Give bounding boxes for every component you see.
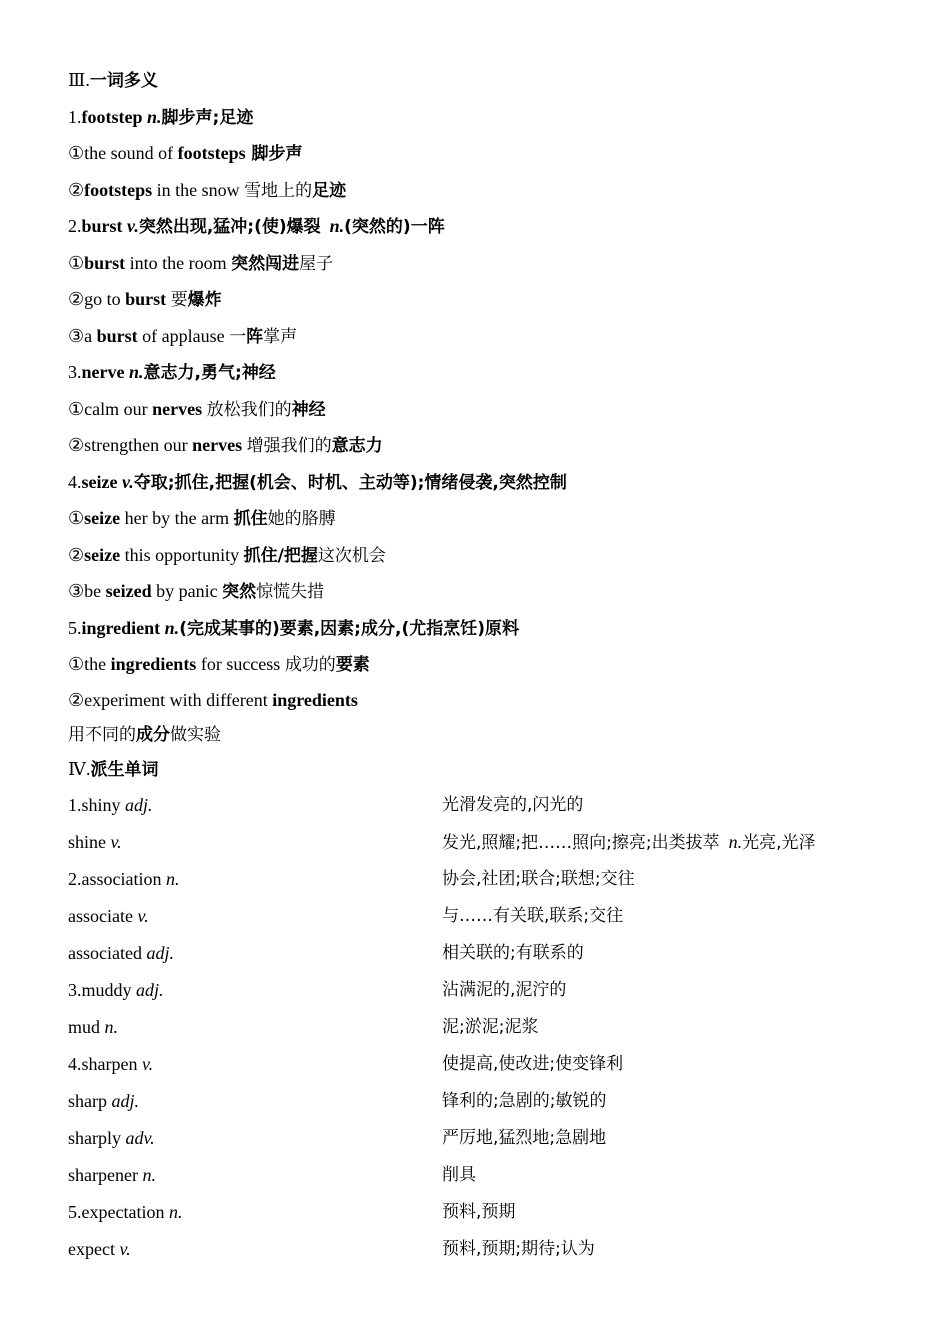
- entry-heading: 2.burst v.突然出现,猛冲;(使)爆裂 n.(突然的)一阵: [68, 216, 445, 237]
- meaning-cell: 严厉地,猛烈地;急剧地: [442, 1128, 607, 1148]
- part-of-speech: n.: [329, 216, 345, 236]
- meaning-cell: 泥;淤泥;泥浆: [442, 1017, 539, 1037]
- example-line: ①calm our nerves 放松我们的神经: [68, 398, 326, 420]
- entry-heading: 1.footstep n.脚步声;足迹: [68, 106, 254, 128]
- entry-meaning: 脚步声;足迹: [161, 107, 254, 128]
- part-of-speech: n.: [164, 617, 180, 638]
- table-row: [68, 898, 888, 935]
- section-3-title: 一词多义: [89, 71, 158, 91]
- headword: ingredient: [81, 617, 161, 638]
- table-row: [68, 1046, 888, 1083]
- section-3-heading: [68, 62, 888, 99]
- example-line: ②seize this opportunity 抓住/把握这次机会: [68, 544, 386, 566]
- meaning-cell: 削具: [442, 1165, 476, 1185]
- table-row: [68, 1009, 888, 1046]
- word-cell: sharply adv.: [68, 1128, 155, 1148]
- entry-meaning: 夺取;抓住,把握(机会、时机、主动等);情绪侵袭,突然控制: [133, 472, 567, 493]
- meaning-cell: 光滑发亮的,闪光的: [442, 795, 584, 815]
- table-row: [68, 972, 888, 1009]
- word-cell: associate v.: [68, 906, 149, 926]
- example-line: ②strengthen our nerves 增强我们的意志力: [68, 435, 383, 456]
- word-cell: mud n.: [68, 1017, 119, 1037]
- example-line: ①burst into the room 突然闯进屋子: [68, 252, 334, 274]
- word-cell: 3.muddy adj.: [68, 980, 164, 1000]
- headword: footstep: [81, 106, 143, 127]
- part-of-speech: n.: [128, 362, 144, 382]
- table-row: [68, 935, 888, 972]
- part-of-speech: v.: [121, 471, 134, 492]
- table-row: [68, 1120, 888, 1157]
- headword: seize: [81, 471, 118, 492]
- part-of-speech: v.: [127, 216, 139, 236]
- meaning-cell: 使提高,使改进;使变锋利: [442, 1054, 624, 1074]
- entry-heading: 3.nerve n.意志力,勇气;神经: [68, 362, 276, 383]
- example-line: ②footsteps in the snow 雪地上的足迹: [68, 179, 347, 201]
- word-cell: sharpener n.: [68, 1165, 156, 1185]
- entry-meaning: (突然的)一阵: [344, 217, 445, 237]
- table-row: [68, 1083, 888, 1120]
- word-cell: 2.association n.: [68, 869, 180, 889]
- word-cell: associated adj.: [68, 943, 174, 963]
- entry-heading: 5.ingredient n.(完成某事的)要素,因素;成分,(尤指烹饪)原料: [68, 617, 519, 639]
- part-of-speech: n.: [147, 106, 162, 127]
- table-row: [68, 861, 888, 898]
- meaning-cell: 预料,预期: [442, 1202, 516, 1222]
- word-cell: 4.sharpen v.: [68, 1054, 154, 1074]
- entry-meaning: 意志力,勇气;神经: [143, 363, 276, 383]
- word-cell: sharp adj.: [68, 1091, 140, 1111]
- table-row: [68, 1194, 888, 1231]
- table-row: [68, 787, 888, 824]
- word-cell: 5.expectation n.: [68, 1202, 183, 1222]
- example-line: ①seize her by the arm 抓住她的胳膊: [68, 508, 336, 529]
- example-line: ①the sound of footsteps 脚步声: [68, 143, 303, 164]
- example-line: ②go to burst 要爆炸: [68, 289, 222, 310]
- table-row: [68, 1157, 888, 1194]
- meaning-cell: 锋利的;急剧的;敏锐的: [442, 1091, 607, 1111]
- headword: burst: [81, 216, 123, 236]
- meaning-cell: 沾满泥的,泥泞的: [442, 980, 567, 1000]
- headword: nerve: [81, 362, 125, 382]
- example-line: ②experiment with different ingredients: [68, 689, 358, 710]
- table-row: [68, 824, 888, 861]
- section-4-number: Ⅳ.: [68, 758, 91, 779]
- derivative-table: [68, 787, 888, 1268]
- entry-meaning: (完成某事的)要素,因素;成分,(尤指烹饪)原料: [179, 618, 519, 639]
- example-line: ①the ingredients for success 成功的要素: [68, 654, 370, 675]
- entry-meaning: 突然出现,猛冲;(使)爆裂: [138, 217, 321, 237]
- example-translation: 用不同的成分做实验: [68, 724, 221, 745]
- section-4-title: 派生单词: [90, 759, 159, 780]
- word-cell: shine v.: [68, 832, 122, 852]
- example-line: ③be seized by panic 突然惊慌失措: [68, 581, 325, 602]
- meaning-cell: 相关联的;有联系的: [442, 943, 584, 963]
- entry-heading: 4.seize v.夺取;抓住,把握(机会、时机、主动等);情绪侵袭,突然控制: [68, 471, 567, 493]
- word-cell: expect v.: [68, 1239, 131, 1259]
- meaning-cell: 与……有关联,联系;交往: [442, 906, 624, 926]
- section-4-heading: [68, 751, 888, 788]
- document-page: [68, 62, 888, 1268]
- section-3-number: Ⅲ.: [68, 70, 90, 90]
- meaning-cell: 发光,照耀;把……照向;擦亮;出类拔萃 n.光亮,光泽: [442, 832, 816, 853]
- word-cell: 1.shiny adj.: [68, 795, 153, 815]
- meaning-cell: 协会,社团;联合;联想;交往: [442, 869, 635, 889]
- example-line: ③a burst of applause 一阵掌声: [68, 325, 298, 347]
- table-row: [68, 1231, 888, 1268]
- meaning-cell: 预料,预期;期待;认为: [442, 1239, 595, 1259]
